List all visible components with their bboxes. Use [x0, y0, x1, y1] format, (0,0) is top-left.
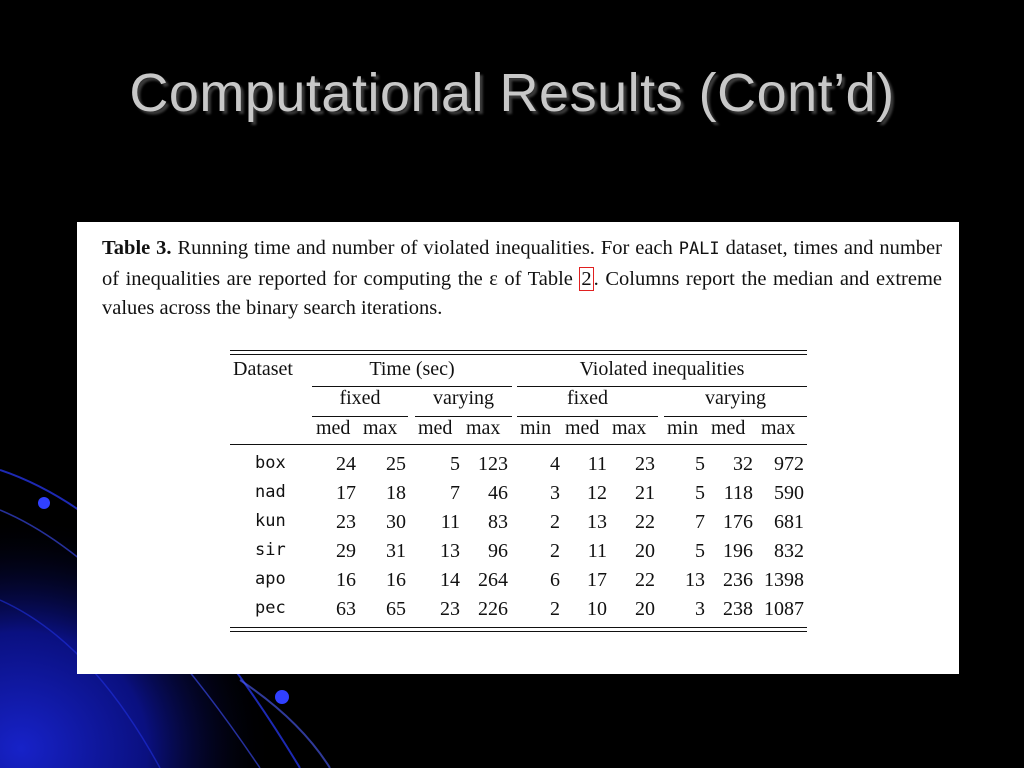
cell-violated-varying-med: 236 [723, 569, 753, 591]
cell-violated-fixed-max: 23 [635, 453, 655, 475]
cell-time-fixed-med: 24 [336, 453, 356, 475]
cell-violated-varying-med: 238 [723, 598, 753, 620]
cell-violated-varying-min: 7 [695, 511, 705, 533]
header-violated-varying-med: med [711, 417, 746, 439]
header-violated-fixed: fixed [566, 387, 609, 409]
cell-violated-fixed-min: 2 [550, 511, 560, 533]
cell-violated-varying-med: 176 [723, 511, 753, 533]
cell-violated-fixed-max: 20 [635, 540, 655, 562]
table-top-rule [230, 350, 807, 351]
cell-violated-fixed-max: 21 [635, 482, 655, 504]
cell-violated-varying-min: 5 [695, 453, 705, 475]
cell-violated-fixed-med: 11 [587, 453, 607, 475]
caption-text-1: Running time and number of violated inequalities. For each [171, 237, 679, 259]
cell-violated-fixed-min: 4 [550, 453, 560, 475]
cell-violated-fixed-max: 22 [635, 569, 655, 591]
cell-dataset: nad [255, 482, 286, 502]
cell-time-fixed-med: 29 [336, 540, 356, 562]
caption-code: PALI [678, 239, 720, 259]
cell-time-fixed-max: 30 [386, 511, 406, 533]
cell-time-varying-med: 11 [440, 511, 460, 533]
header-time: Time (sec) [369, 358, 455, 380]
table-top-rule-2 [230, 354, 807, 355]
cell-time-fixed-med: 23 [336, 511, 356, 533]
header-dataset: Dataset [233, 358, 293, 380]
cell-time-varying-med: 7 [450, 482, 460, 504]
cell-violated-varying-min: 5 [695, 540, 705, 562]
cell-time-fixed-max: 65 [386, 598, 406, 620]
cell-time-varying-max: 123 [478, 453, 508, 475]
cell-violated-varying-max: 590 [774, 482, 804, 504]
header-time-fixed-med: med [316, 417, 351, 439]
cell-violated-fixed-min: 3 [550, 482, 560, 504]
header-bottom-rule [230, 444, 807, 445]
cell-time-fixed-med: 17 [336, 482, 356, 504]
cell-violated-fixed-min: 2 [550, 598, 560, 620]
table-figure-panel [77, 222, 959, 674]
cell-violated-fixed-min: 2 [550, 540, 560, 562]
cell-violated-fixed-med: 10 [587, 598, 607, 620]
cell-time-varying-max: 264 [478, 569, 508, 591]
cell-time-varying-med: 13 [440, 540, 460, 562]
table-bottom-rule-2 [230, 631, 807, 632]
header-violated-fixed-med: med [565, 417, 600, 439]
cell-violated-varying-min: 3 [695, 598, 705, 620]
header-time-varying-med: med [418, 417, 453, 439]
caption-label: Table 3. [102, 237, 172, 259]
cell-dataset: apo [255, 569, 286, 589]
cell-time-varying-med: 14 [440, 569, 460, 591]
caption-text-3: . Columns report the median and extreme values across the binary search iterations. [102, 267, 942, 319]
cell-violated-varying-min: 5 [695, 482, 705, 504]
cell-violated-fixed-min: 6 [550, 569, 560, 591]
cell-violated-fixed-max: 20 [635, 598, 655, 620]
cell-violated-varying-max: 972 [774, 453, 804, 475]
cell-dataset: sir [255, 540, 286, 560]
cell-violated-fixed-med: 13 [587, 511, 607, 533]
cell-violated-varying-max: 681 [774, 511, 804, 533]
header-violated-varying-min: min [667, 417, 699, 439]
cell-time-varying-max: 226 [478, 598, 508, 620]
cell-time-fixed-med: 63 [336, 598, 356, 620]
table-caption [102, 234, 942, 324]
cell-violated-fixed-med: 12 [587, 482, 607, 504]
table-bottom-rule [230, 627, 807, 628]
cell-violated-fixed-med: 17 [587, 569, 607, 591]
table-reference-link[interactable]: 2 [581, 267, 592, 290]
header-time-varying-max: max [466, 417, 501, 439]
cell-time-varying-max: 46 [488, 482, 508, 504]
cell-time-fixed-max: 25 [386, 453, 406, 475]
cell-time-varying-max: 83 [488, 511, 508, 533]
cell-time-varying-max: 96 [488, 540, 508, 562]
cell-dataset: box [255, 453, 286, 473]
cell-time-fixed-max: 18 [386, 482, 406, 504]
cell-time-fixed-max: 16 [386, 569, 406, 591]
cell-violated-fixed-med: 11 [587, 540, 607, 562]
cell-violated-varying-med: 118 [723, 482, 753, 504]
header-time-fixed-max: max [363, 417, 398, 439]
cell-violated-varying-max: 1087 [764, 598, 804, 620]
header-violated-varying-max: max [761, 417, 796, 439]
header-violated-fixed-max: max [612, 417, 647, 439]
cell-time-fixed-max: 31 [386, 540, 406, 562]
header-time-varying: varying [432, 387, 495, 409]
cell-violated-varying-min: 13 [685, 569, 705, 591]
cell-dataset: kun [255, 511, 286, 531]
header-time-fixed: fixed [339, 387, 381, 409]
cell-violated-varying-med: 196 [723, 540, 753, 562]
header-violated-varying: varying [704, 387, 767, 409]
cell-dataset: pec [255, 598, 286, 618]
cell-violated-varying-max: 1398 [764, 569, 804, 591]
header-violated-fixed-min: min [520, 417, 552, 439]
cell-violated-varying-med: 32 [733, 453, 753, 475]
header-violated: Violated inequalities [579, 358, 745, 380]
cell-time-varying-med: 5 [450, 453, 460, 475]
slide-title: Computational Results (Cont’d) [129, 63, 895, 123]
cell-violated-varying-max: 832 [774, 540, 804, 562]
cell-time-fixed-med: 16 [336, 569, 356, 591]
caption-text-2: dataset, times and number of inequalities are reported for computing the ε of Table [102, 237, 942, 290]
cell-time-varying-med: 23 [440, 598, 460, 620]
cell-violated-fixed-max: 22 [635, 511, 655, 533]
